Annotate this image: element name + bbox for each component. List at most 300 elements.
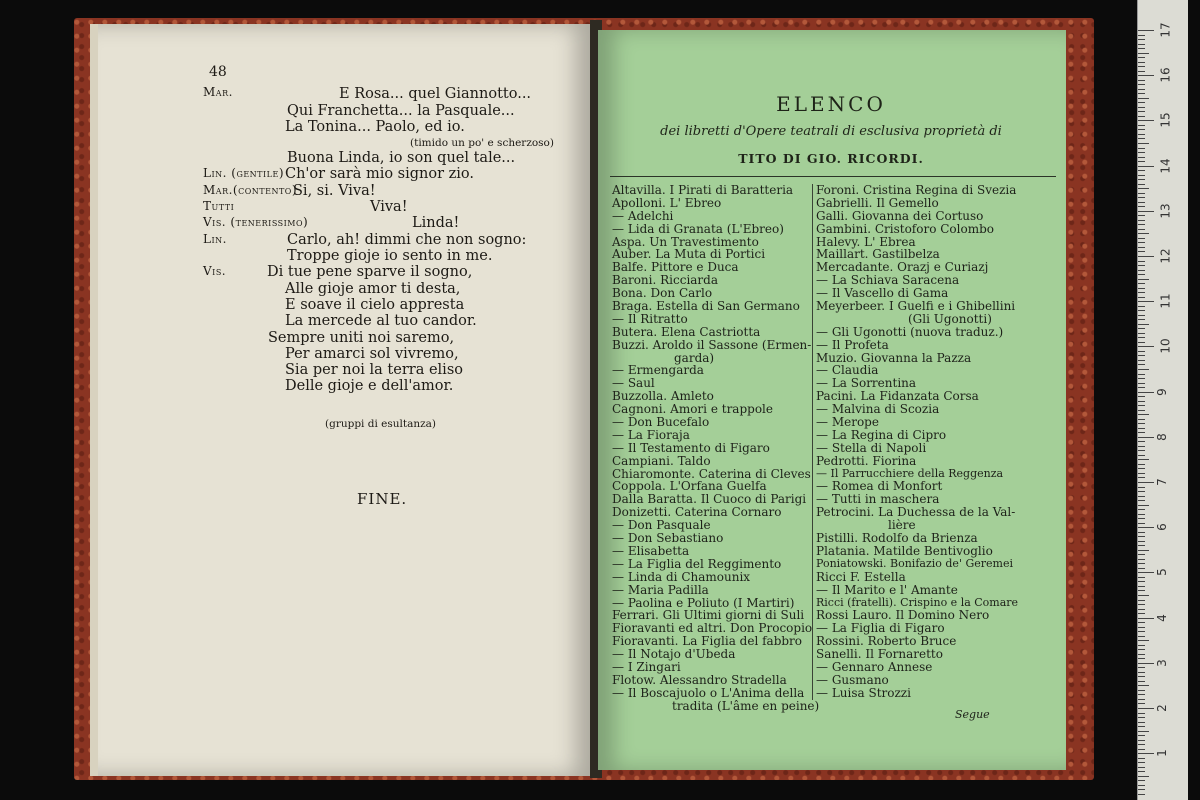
page-number: 48 bbox=[209, 64, 227, 80]
list-item: Dalla Baratta. Il Cuoco di Parigi bbox=[612, 492, 807, 507]
list-item: Apolloni. L' Ebreo bbox=[612, 195, 722, 210]
list-item: — Il Vascello di Gama bbox=[816, 286, 949, 301]
ruler-tick bbox=[1138, 62, 1145, 63]
ruler-tick bbox=[1138, 206, 1145, 207]
ruler-tick bbox=[1138, 685, 1149, 686]
ruler-tick bbox=[1138, 559, 1145, 560]
list-item: — Ermengarda bbox=[612, 363, 704, 378]
ruler-tick bbox=[1138, 297, 1145, 298]
list-item: — Stella di Napoli bbox=[816, 440, 927, 455]
ruler-tick bbox=[1138, 53, 1149, 54]
ruler-tick bbox=[1138, 374, 1145, 375]
verse-line: Linda! bbox=[412, 215, 460, 231]
ruler-number: 17 bbox=[1158, 22, 1173, 38]
continued-label: Segue bbox=[955, 708, 990, 721]
verse-line: Alle gioje amor ti desta, bbox=[285, 281, 461, 297]
ruler-tick bbox=[1138, 758, 1145, 759]
list-item: Rossi Lauro. Il Domino Nero bbox=[816, 608, 990, 623]
catalog-subtitle: dei libretti d'Opere teatrali di esclusiva proprietà di bbox=[660, 124, 1002, 139]
list-item: — La Figlia del Reggimento bbox=[612, 556, 782, 571]
ruler-tick bbox=[1138, 437, 1154, 438]
ruler-number: 10 bbox=[1158, 338, 1173, 355]
ruler-tick bbox=[1138, 383, 1145, 384]
list-item: Pistilli. Rodolfo da Brienza bbox=[816, 531, 978, 546]
ruler-tick bbox=[1138, 197, 1145, 198]
ruler-tick bbox=[1138, 789, 1145, 790]
catalog-column-right bbox=[812, 184, 1026, 700]
ruler-tick bbox=[1138, 703, 1145, 704]
verse-line: E Rosa... quel Giannotto... bbox=[339, 86, 532, 102]
ruler-tick bbox=[1138, 749, 1145, 750]
list-item: Rossini. Roberto Bruce bbox=[816, 634, 957, 649]
ruler-tick bbox=[1138, 672, 1145, 673]
list-item: — Il Testamento di Figaro bbox=[612, 440, 770, 455]
ruler-tick bbox=[1138, 401, 1145, 402]
ruler-tick bbox=[1138, 550, 1149, 551]
ruler-tick bbox=[1138, 536, 1145, 537]
ruler-tick bbox=[1138, 84, 1145, 85]
speaker-label: Mar. bbox=[203, 85, 233, 99]
ruler-tick bbox=[1138, 233, 1149, 234]
ruler-number: 5 bbox=[1154, 568, 1169, 577]
ruler-tick bbox=[1138, 694, 1145, 695]
list-item: — Il Marito e l' Amante bbox=[816, 582, 958, 597]
list-item: Bona. Don Carlo bbox=[612, 286, 713, 301]
list-item: — La Figlia di Figaro bbox=[816, 621, 945, 636]
ruler-tick bbox=[1138, 581, 1145, 582]
ruler-number: 14 bbox=[1158, 157, 1173, 174]
list-item: Baroni. Ricciarda bbox=[612, 273, 719, 288]
list-item: Gabrielli. Il Gemello bbox=[816, 195, 939, 210]
ruler-tick bbox=[1138, 667, 1145, 668]
ruler-tick bbox=[1138, 44, 1145, 45]
ruler-tick bbox=[1138, 532, 1145, 533]
list-item: — Paolina e Poliuto (I Martiri) bbox=[612, 595, 795, 610]
ruler-tick bbox=[1138, 238, 1145, 239]
list-item: — Tutti in maschera bbox=[816, 492, 940, 507]
list-item: Platania. Matilde Bentivoglio bbox=[816, 543, 993, 558]
verse-line: Buona Linda, io son quel tale... bbox=[287, 150, 516, 166]
list-item: Ricci F. Estella bbox=[816, 569, 906, 584]
ruler-tick bbox=[1138, 351, 1145, 352]
list-item: Ricci (fratelli). Crispino e la Comare bbox=[816, 595, 1019, 609]
ruler-tick bbox=[1138, 627, 1145, 628]
ruler-tick bbox=[1138, 129, 1145, 130]
list-item: Flotow. Alessandro Stradella bbox=[612, 672, 787, 687]
list-item: — Il Boscajuolo o L'Anima della bbox=[612, 685, 805, 700]
verse-line: Delle gioje e dell'amor. bbox=[285, 378, 454, 394]
list-item: Muzio. Giovanna la Pazza bbox=[816, 350, 972, 365]
ruler-tick bbox=[1138, 30, 1154, 31]
ruler-tick bbox=[1138, 392, 1154, 393]
ruler-tick bbox=[1138, 423, 1145, 424]
ruler-tick bbox=[1138, 220, 1145, 221]
ruler-tick bbox=[1138, 265, 1145, 266]
ruler-tick bbox=[1138, 138, 1145, 139]
list-item: Auber. La Muta di Portici bbox=[612, 247, 766, 262]
ruler-tick bbox=[1138, 111, 1145, 112]
ruler-tick bbox=[1138, 780, 1145, 781]
verse-line: Troppe gioje io sento in me. bbox=[287, 248, 493, 264]
ruler-number: 16 bbox=[1158, 67, 1173, 83]
ruler-tick bbox=[1138, 699, 1145, 700]
ruler-tick bbox=[1138, 71, 1145, 72]
ruler-tick bbox=[1138, 771, 1145, 772]
verse-line: Ch'or sarà mio signor zio. bbox=[285, 166, 475, 182]
list-item: — La Schiava Saracena bbox=[816, 273, 960, 288]
ruler-tick bbox=[1138, 609, 1145, 610]
ruler-tick bbox=[1138, 645, 1145, 646]
measuring-ruler bbox=[1137, 0, 1188, 800]
ruler-tick bbox=[1138, 487, 1145, 488]
ruler-tick bbox=[1138, 505, 1149, 506]
list-item: Fioravanti. La Figlia del fabbro bbox=[612, 634, 803, 649]
ruler-tick bbox=[1138, 274, 1145, 275]
list-item: — Adelchi bbox=[612, 208, 674, 223]
ruler-tick bbox=[1138, 283, 1145, 284]
ruler-tick bbox=[1138, 432, 1145, 433]
verse-line: E soave il cielo appresta bbox=[285, 297, 465, 313]
list-item: Maillart. Gastilbelza bbox=[816, 247, 940, 262]
ruler-tick bbox=[1138, 514, 1145, 515]
ruler-tick bbox=[1138, 600, 1145, 601]
ruler-tick bbox=[1138, 735, 1145, 736]
page-edges bbox=[90, 24, 98, 776]
list-item: Galli. Giovanna dei Cortuso bbox=[816, 208, 984, 223]
ruler-tick bbox=[1138, 545, 1145, 546]
ruler-tick bbox=[1138, 288, 1145, 289]
list-item: Chiaromonte. Caterina di Cleves bbox=[612, 466, 811, 481]
list-item: Butera. Elena Castriotta bbox=[612, 324, 761, 339]
ruler-tick bbox=[1138, 337, 1145, 338]
list-item: Poniatowski. Bonifazio de' Geremei bbox=[816, 556, 1013, 570]
ruler-tick bbox=[1138, 740, 1145, 741]
list-item: Halevy. L' Ebrea bbox=[816, 234, 916, 249]
list-item: — Gli Ugonotti (nuova traduz.) bbox=[816, 324, 1004, 339]
ruler-tick bbox=[1138, 188, 1149, 189]
ruler-tick bbox=[1138, 654, 1145, 655]
verse-line: Qui Franchetta... la Pasquale... bbox=[287, 103, 515, 119]
ruler-tick bbox=[1138, 414, 1149, 415]
list-item: — Maria Padilla bbox=[612, 582, 709, 597]
ruler-tick bbox=[1138, 794, 1145, 795]
ruler-tick bbox=[1138, 184, 1145, 185]
ruler-tick bbox=[1138, 473, 1145, 474]
ruler-tick bbox=[1138, 328, 1145, 329]
ruler-tick bbox=[1138, 722, 1145, 723]
ruler-tick bbox=[1138, 753, 1154, 754]
ruler-tick bbox=[1138, 459, 1149, 460]
ruler-tick bbox=[1138, 66, 1145, 67]
list-item: Braga. Estella di San Germano bbox=[612, 299, 800, 314]
ruler-number: 8 bbox=[1154, 432, 1169, 441]
ruler-tick bbox=[1138, 369, 1149, 370]
ruler-tick bbox=[1138, 491, 1145, 492]
ruler-tick bbox=[1138, 256, 1154, 257]
ruler-tick bbox=[1138, 166, 1154, 167]
ruler-tick bbox=[1138, 93, 1145, 94]
list-item: lière bbox=[888, 518, 916, 533]
ruler-tick bbox=[1138, 75, 1154, 76]
ruler-tick bbox=[1138, 590, 1145, 591]
list-item: — Il Profeta bbox=[816, 337, 889, 352]
list-item: — Merope bbox=[816, 415, 879, 430]
ruler-tick bbox=[1138, 658, 1145, 659]
ruler-tick bbox=[1138, 387, 1145, 388]
list-item: — Don Pasquale bbox=[612, 518, 711, 533]
ruler-tick bbox=[1138, 744, 1145, 745]
stage-direction: (timido un po' e scherzoso) bbox=[410, 137, 554, 149]
ruler-tick bbox=[1138, 762, 1145, 763]
list-item: Altavilla. I Pirati di Baratteria bbox=[612, 183, 794, 197]
ruler-tick bbox=[1138, 35, 1145, 36]
ruler-tick bbox=[1138, 681, 1145, 682]
catalog-title: ELENCO bbox=[776, 92, 886, 116]
ruler-tick bbox=[1138, 157, 1145, 158]
list-item: (Gli Ugonotti) bbox=[908, 311, 992, 326]
ruler-tick bbox=[1138, 636, 1145, 637]
list-item: Buzzi. Aroldo il Sassone (Ermen- bbox=[612, 337, 812, 352]
ruler-tick bbox=[1138, 116, 1145, 117]
ruler-number: 12 bbox=[1158, 248, 1173, 264]
ruler-number: 4 bbox=[1154, 613, 1169, 622]
ruler-tick bbox=[1138, 215, 1145, 216]
fine-label: FINE. bbox=[357, 490, 408, 508]
ruler-tick bbox=[1138, 640, 1149, 641]
list-item: — Gusmano bbox=[816, 672, 889, 687]
ruler-tick bbox=[1138, 464, 1145, 465]
list-item: — Saul bbox=[612, 376, 655, 391]
ruler-tick bbox=[1138, 731, 1149, 732]
speaker-label: Lin. bbox=[203, 232, 227, 246]
ruler-tick bbox=[1138, 554, 1145, 555]
list-item: Cagnoni. Amori e trappole bbox=[612, 402, 773, 417]
list-item: — Linda di Chamounix bbox=[612, 569, 751, 584]
list-item: Aspa. Un Travestimento bbox=[612, 234, 759, 249]
ruler-tick bbox=[1138, 324, 1149, 325]
ruler-tick bbox=[1138, 315, 1145, 316]
ruler-tick bbox=[1138, 649, 1145, 650]
verse-line: Carlo, ah! dimmi che non sogno: bbox=[287, 232, 527, 248]
verse-line: Di tue pene sparve il sogno, bbox=[267, 264, 473, 280]
list-item: Pedrotti. Fiorina bbox=[816, 453, 917, 468]
ruler-tick bbox=[1138, 690, 1145, 691]
ruler-tick bbox=[1138, 726, 1145, 727]
ruler-tick bbox=[1138, 355, 1145, 356]
ruler-tick bbox=[1138, 676, 1145, 677]
ruler-tick bbox=[1138, 541, 1145, 542]
ruler-tick bbox=[1138, 179, 1145, 180]
ruler-tick bbox=[1138, 405, 1145, 406]
ruler-tick bbox=[1138, 193, 1145, 194]
list-item: — Luisa Strozzi bbox=[816, 685, 911, 700]
ruler-number: 1 bbox=[1154, 749, 1169, 758]
ruler-tick bbox=[1138, 175, 1145, 176]
ruler-tick bbox=[1138, 631, 1145, 632]
ruler-tick bbox=[1138, 342, 1145, 343]
ruler-tick bbox=[1138, 301, 1154, 302]
ruler-number: 7 bbox=[1154, 478, 1169, 486]
list-item: — Il Ritratto bbox=[612, 311, 688, 326]
ruler-tick bbox=[1138, 572, 1154, 573]
ruler-tick bbox=[1138, 120, 1154, 121]
ruler-tick bbox=[1138, 563, 1145, 564]
ruler-tick bbox=[1138, 509, 1145, 510]
list-item: — Romea di Monfort bbox=[816, 479, 943, 494]
ruler-tick bbox=[1138, 251, 1145, 252]
list-item: Sanelli. Il Fornaretto bbox=[816, 647, 943, 662]
ruler-tick bbox=[1138, 229, 1145, 230]
ruler-tick bbox=[1138, 224, 1145, 225]
verse-line: La Tonina... Paolo, ed io. bbox=[285, 119, 465, 135]
ruler-tick bbox=[1138, 211, 1154, 212]
list-item: Buzzolla. Amleto bbox=[612, 389, 714, 404]
ruler-tick bbox=[1138, 39, 1145, 40]
list-item: Campiani. Taldo bbox=[612, 453, 711, 468]
ruler-tick bbox=[1138, 618, 1154, 619]
list-item: garda) bbox=[674, 350, 715, 365]
ruler-tick bbox=[1138, 143, 1149, 144]
ruler-tick bbox=[1138, 450, 1145, 451]
ruler-tick bbox=[1138, 161, 1145, 162]
verse-line: Sempre uniti noi saremo, bbox=[268, 330, 455, 346]
speaker-label: Mar.(contento) bbox=[203, 183, 298, 197]
ruler-tick bbox=[1138, 102, 1145, 103]
list-item: Pacini. La Fidanzata Corsa bbox=[816, 389, 979, 404]
ruler-tick bbox=[1138, 518, 1145, 519]
speaker-label: Tutti bbox=[203, 199, 235, 213]
ruler-tick bbox=[1138, 378, 1145, 379]
list-item: tradita (L'âme en peine) bbox=[672, 698, 820, 713]
speaker-label: Lin. (gentile) bbox=[203, 166, 284, 180]
list-item: — La Fioraja bbox=[612, 427, 690, 442]
ruler-tick bbox=[1138, 527, 1154, 528]
speaker-label: Vis. (tenerissimo) bbox=[203, 215, 309, 229]
ruler-tick bbox=[1138, 270, 1145, 271]
catalog-column-left bbox=[612, 183, 820, 713]
ruler-tick bbox=[1138, 441, 1145, 442]
list-item: Gambini. Cristoforo Colombo bbox=[816, 221, 994, 236]
ruler-tick bbox=[1138, 242, 1145, 243]
ruler-tick bbox=[1138, 107, 1145, 108]
verse-line: Per amarci sol vivremo, bbox=[285, 346, 459, 362]
ruler-tick bbox=[1138, 410, 1145, 411]
ruler-tick bbox=[1138, 595, 1149, 596]
ruler-tick bbox=[1138, 306, 1145, 307]
list-item: Fioravanti ed altri. Don Procopio bbox=[612, 621, 813, 636]
ruler-tick bbox=[1138, 446, 1145, 447]
ruler-tick bbox=[1138, 279, 1149, 280]
ruler-number: 6 bbox=[1154, 523, 1169, 532]
ruler-tick bbox=[1138, 455, 1145, 456]
list-item: Balfe. Pittore e Duca bbox=[612, 260, 739, 275]
ruler-tick bbox=[1138, 604, 1145, 605]
list-item: — Claudia bbox=[816, 363, 879, 378]
ruler-tick bbox=[1138, 364, 1145, 365]
ruler-tick bbox=[1138, 170, 1145, 171]
ruler-tick bbox=[1138, 468, 1145, 469]
list-item: — Don Bucefalo bbox=[612, 415, 710, 430]
speaker-label: Vis. bbox=[203, 264, 227, 278]
ruler-tick bbox=[1138, 767, 1145, 768]
verse-line: Sia per noi la terra eliso bbox=[285, 362, 463, 378]
verse-line: Si, si. Viva! bbox=[293, 183, 376, 199]
ruler-tick bbox=[1138, 717, 1145, 718]
list-item: Mercadante. Orazj e Curiazj bbox=[816, 260, 989, 275]
list-item: Petrocini. La Duchessa de la Val- bbox=[816, 505, 1016, 520]
ruler-tick bbox=[1138, 523, 1145, 524]
publisher-name: TITO DI GIO. RICORDI. bbox=[738, 151, 924, 166]
ruler-tick bbox=[1138, 148, 1145, 149]
list-item: — Il Notajo d'Ubeda bbox=[612, 647, 736, 662]
ruler-tick bbox=[1138, 586, 1145, 587]
ruler-tick bbox=[1138, 577, 1145, 578]
ruler-tick bbox=[1138, 708, 1154, 709]
verse-line: Viva! bbox=[370, 199, 408, 215]
list-item: — Elisabetta bbox=[612, 543, 690, 558]
stage-direction: (gruppi di esultanza) bbox=[325, 418, 437, 430]
ruler-tick bbox=[1138, 613, 1145, 614]
list-item: — La Sorrentina bbox=[816, 376, 917, 391]
ruler-tick bbox=[1138, 428, 1145, 429]
ruler-tick bbox=[1138, 663, 1154, 664]
ruler-tick bbox=[1138, 134, 1145, 135]
ruler-tick bbox=[1138, 152, 1145, 153]
ruler-tick bbox=[1138, 477, 1145, 478]
list-item: Coppola. L'Orfana Guelfa bbox=[612, 479, 767, 494]
ruler-tick bbox=[1138, 500, 1145, 501]
list-item: — Gennaro Annese bbox=[816, 659, 933, 674]
divider bbox=[610, 176, 1056, 177]
list-item: Ferrari. Gli Ultimi giorni di Suli bbox=[612, 608, 805, 623]
ruler-number: 11 bbox=[1158, 293, 1173, 309]
list-item: — Malvina di Scozia bbox=[816, 402, 940, 417]
ruler-tick bbox=[1138, 292, 1145, 293]
list-item: Foroni. Cristina Regina di Svezia bbox=[816, 183, 1017, 197]
ruler-tick bbox=[1138, 496, 1145, 497]
ruler-tick bbox=[1138, 319, 1145, 320]
list-item: Donizetti. Caterina Cornaro bbox=[612, 505, 782, 520]
ruler-tick bbox=[1138, 89, 1145, 90]
ruler-tick bbox=[1138, 310, 1145, 311]
list-item: — Don Sebastiano bbox=[612, 531, 724, 546]
list-item: — I Zingari bbox=[612, 659, 681, 674]
ruler-tick bbox=[1138, 622, 1145, 623]
list-item: Meyerbeer. I Guelfi e i Ghibellini bbox=[816, 299, 1016, 314]
ruler-tick bbox=[1138, 776, 1149, 777]
ruler-tick bbox=[1138, 360, 1145, 361]
ruler-number: 3 bbox=[1154, 658, 1169, 667]
ruler-tick bbox=[1138, 125, 1145, 126]
ruler-tick bbox=[1138, 713, 1145, 714]
ruler-tick bbox=[1138, 57, 1145, 58]
list-item: — La Regina di Cipro bbox=[816, 427, 947, 442]
ruler-tick bbox=[1138, 333, 1145, 334]
ruler-tick bbox=[1138, 419, 1145, 420]
list-item: — Lida di Granata (L'Ebreo) bbox=[612, 221, 784, 236]
ruler-tick bbox=[1138, 396, 1145, 397]
verse-line: La mercede al tuo candor. bbox=[285, 313, 477, 329]
ruler-tick bbox=[1138, 202, 1145, 203]
ruler-tick bbox=[1138, 247, 1145, 248]
ruler-tick bbox=[1138, 346, 1154, 347]
ruler-tick bbox=[1138, 261, 1145, 262]
ruler-tick bbox=[1138, 48, 1145, 49]
list-item: — Il Parrucchiere della Reggenza bbox=[816, 466, 1004, 480]
ruler-tick bbox=[1138, 482, 1154, 483]
ruler-number: 15 bbox=[1158, 112, 1173, 129]
ruler-number: 2 bbox=[1154, 704, 1169, 712]
